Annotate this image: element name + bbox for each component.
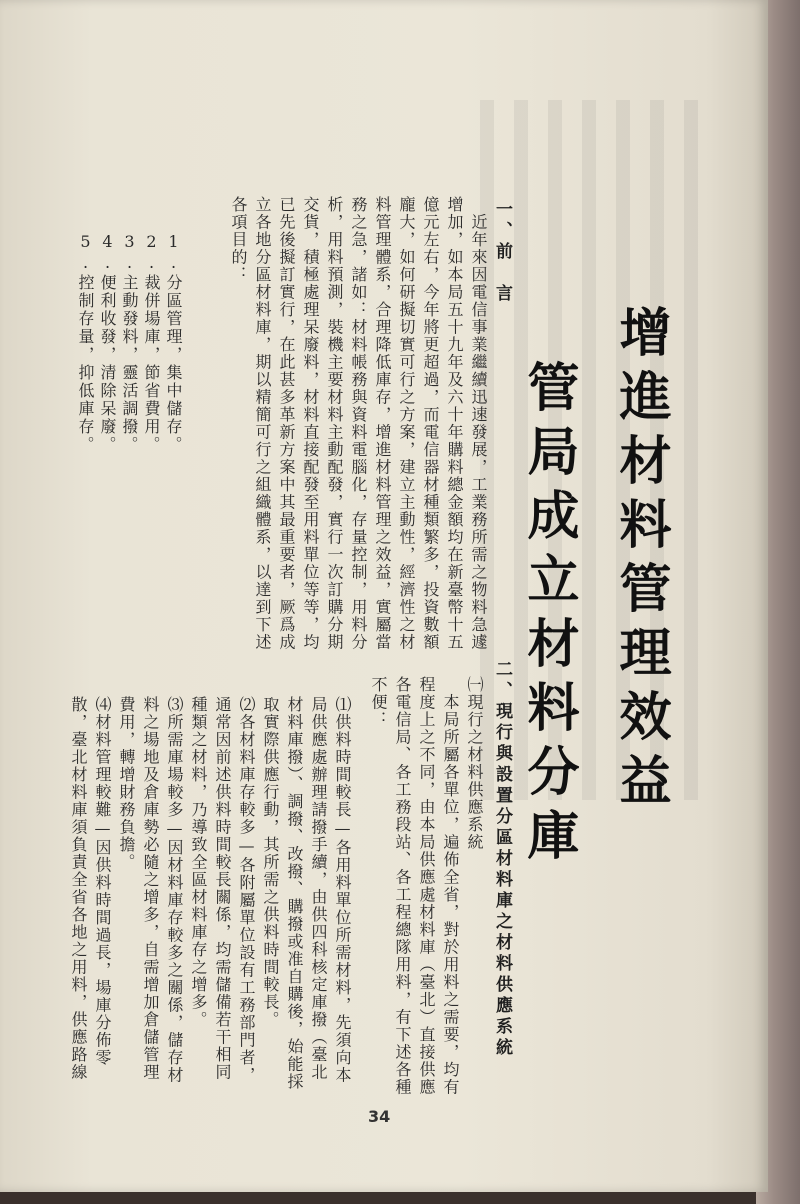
list-item-1: 1.分區管理，集中儲存。 bbox=[164, 232, 183, 454]
point-2: ⑵各材料庫存較多—各附屬單位設有工務部門者，通常因前述供料時間較長關係，均需儲備若干相同種類之材料，乃導致全區材料庫存之增多。 bbox=[189, 696, 256, 1084]
section-2-subheading: ㈠現行之材料供應系統 bbox=[465, 676, 484, 851]
page-number: 34 bbox=[368, 1107, 391, 1126]
section-2-intro: 本局所屬各單位，遍佈全省，對於用料之需要，均有程度上之不同，由本局供應處材料庫（臺北）直接供應各電信局、各工務段站、各工程總隊用料，有下述各種不便： bbox=[369, 676, 460, 1096]
point-1: ⑴供料時間較長—各用料單位所需材料，先須向本局供應處辦理請撥手續，由供四科核定庫撥（臺北材料庫撥）、調撥、改撥、購撥或准自購後，始能採取實際供應行動，其所需之供料時間較長。 bbox=[261, 696, 352, 1091]
list-item-2: 2.裁併場庫，節省費用。 bbox=[142, 232, 161, 454]
title-line-1: 增進材料管理效益 bbox=[610, 305, 670, 817]
point-4: ⑷材料管理較難—因供料時間過長，場庫分佈零散，臺北材料庫須負責全省各地之用料，供應路線 bbox=[69, 696, 112, 1081]
section-1-body: 近年來因電信事業繼續迅速發展，工業務所需之物料急遽增加，如本局五十九年及六十年購料總金額均在新臺幣十五億元左右，今年將更超過，而電信器材種類繁多，投資數額龐大，如何研擬切實可行之方案，建立主動性，經濟性之材料管理體系，合理降低庫存，增進材料管理之效益，實屬當務之急，諸如：材料帳務與資料電腦化，存量控制，用料分析，用料預測，裝機主要材料主動配發，實行一次訂購分期交貨，積極處理呆廢料，材料直接配發至用料單位等等，均已先後擬訂實行，在此甚多革新方案中其最重要者，厥爲成立各地分區材料庫，期以精簡可行之組織體系，以達到下述各項目的： bbox=[229, 196, 488, 651]
title-line-2: 管局成立材料分庫 bbox=[518, 360, 578, 872]
section-1-heading: 一、前 言 bbox=[492, 200, 512, 305]
section-2-heading: 二、現行與設置分區材料庫之材料供應系統 bbox=[492, 660, 512, 1059]
point-3: ⑶所需庫場較多—因材料庫存較多之關係，儲存材料之場地及倉庫勢必隨之增多，自需增加倉儲管理費用，轉增財務負擔。 bbox=[117, 696, 184, 1084]
list-item-4: 4.便利收發，清除呆廢。 bbox=[98, 232, 117, 454]
list-item-5: 5.控制存量，抑低庫存。 bbox=[76, 232, 95, 454]
list-item-3: 3.主動發料，靈活調撥。 bbox=[120, 232, 139, 454]
